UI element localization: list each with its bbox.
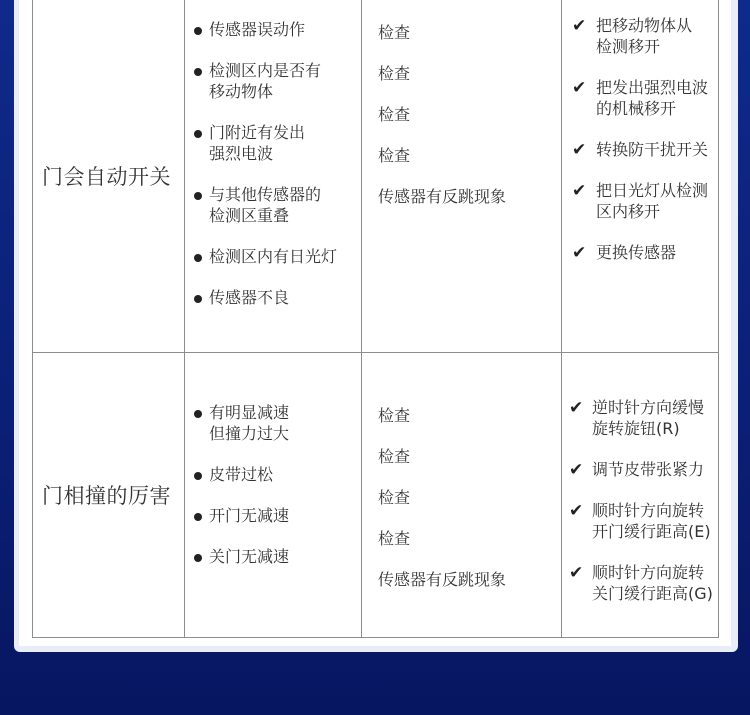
solution-item: ✔ 把日光灯从检测 区内移开 xyxy=(572,181,709,221)
check-item: 检查 xyxy=(378,406,411,425)
check-item: 传感器有反跳现象 xyxy=(378,187,507,206)
problem-cell xyxy=(33,353,185,638)
check-item: 检查 xyxy=(378,146,411,165)
bullet-dot-icon xyxy=(194,192,202,200)
solution-item: ✔ 调节皮带张紧力 xyxy=(569,460,705,480)
cause-item: 传感器不良 xyxy=(185,287,361,308)
bullet-dot-icon xyxy=(194,472,202,480)
check-item: 传感器有反跳现象 xyxy=(378,570,507,589)
checkmark-icon: ✔ xyxy=(569,398,584,418)
check-item: 检查 xyxy=(378,105,411,124)
solutions-cell xyxy=(562,0,719,353)
bullet-dot-icon xyxy=(194,130,202,138)
problem-cell xyxy=(33,0,185,353)
bullet-dot-icon xyxy=(194,554,202,562)
solution-item: ✔ 把发出强烈电波 的机械移开 xyxy=(572,78,709,118)
check-item: 检查 xyxy=(378,64,411,83)
table-row xyxy=(33,0,719,353)
checks-cell xyxy=(362,353,562,638)
checkmark-icon: ✔ xyxy=(572,16,587,36)
check-item: 检查 xyxy=(378,529,411,548)
checks-cell xyxy=(362,0,562,353)
causes-cell xyxy=(185,0,362,353)
cause-item: 传感器误动作 xyxy=(185,19,361,40)
checkmark-icon: ✔ xyxy=(572,140,587,160)
cause-item: 门附近有发出 强烈电波 xyxy=(185,122,361,164)
cause-item: 与其他传感器的 检测区重叠 xyxy=(185,184,361,226)
solution-item: ✔ 更换传感器 xyxy=(572,243,677,263)
check-item: 检查 xyxy=(378,447,411,466)
table-row xyxy=(33,353,719,638)
troubleshooting-table xyxy=(32,0,719,638)
cause-item: 检测区内有日光灯 xyxy=(185,246,361,267)
solution-item: ✔ 把移动物体从 检测移开 xyxy=(572,16,693,56)
problem-title: 门相撞的厉害 xyxy=(42,484,171,508)
cause-item: 检测区内是否有 移动物体 xyxy=(185,60,361,102)
problem-title: 门会自动开关 xyxy=(42,165,171,189)
checkmark-icon: ✔ xyxy=(572,243,587,263)
check-item: 检查 xyxy=(378,488,411,507)
solution-item: ✔ 转换防干扰开关 xyxy=(572,140,709,160)
causes-cell xyxy=(185,353,362,638)
bullet-dot-icon xyxy=(194,410,202,418)
checkmark-icon: ✔ xyxy=(569,460,584,480)
bullet-dot-icon xyxy=(194,295,202,303)
checkmark-icon: ✔ xyxy=(572,78,587,98)
bullet-dot-icon xyxy=(194,68,202,76)
bullet-dot-icon xyxy=(194,254,202,262)
checkmark-icon: ✔ xyxy=(569,501,584,521)
checkmark-icon: ✔ xyxy=(569,563,584,583)
solutions-cell xyxy=(562,353,719,638)
check-item: 检查 xyxy=(378,23,411,42)
solution-item: ✔ 逆时针方向缓慢 旋转旋钮(R) xyxy=(569,398,705,438)
cause-item: 开门无减速 xyxy=(185,505,361,526)
checkmark-icon: ✔ xyxy=(572,181,587,201)
bullet-dot-icon xyxy=(194,513,202,521)
cause-item: 皮带过松 xyxy=(185,464,361,485)
solution-item: ✔ 顺时针方向旋转 开门缓行距高(E) xyxy=(569,501,711,541)
solution-item: ✔ 顺时针方向旋转 关门缓行距高(G) xyxy=(569,563,713,603)
cause-item: 有明显减速 但撞力过大 xyxy=(185,402,361,444)
bullet-dot-icon xyxy=(194,27,202,35)
cause-item: 关门无减速 xyxy=(185,546,361,567)
